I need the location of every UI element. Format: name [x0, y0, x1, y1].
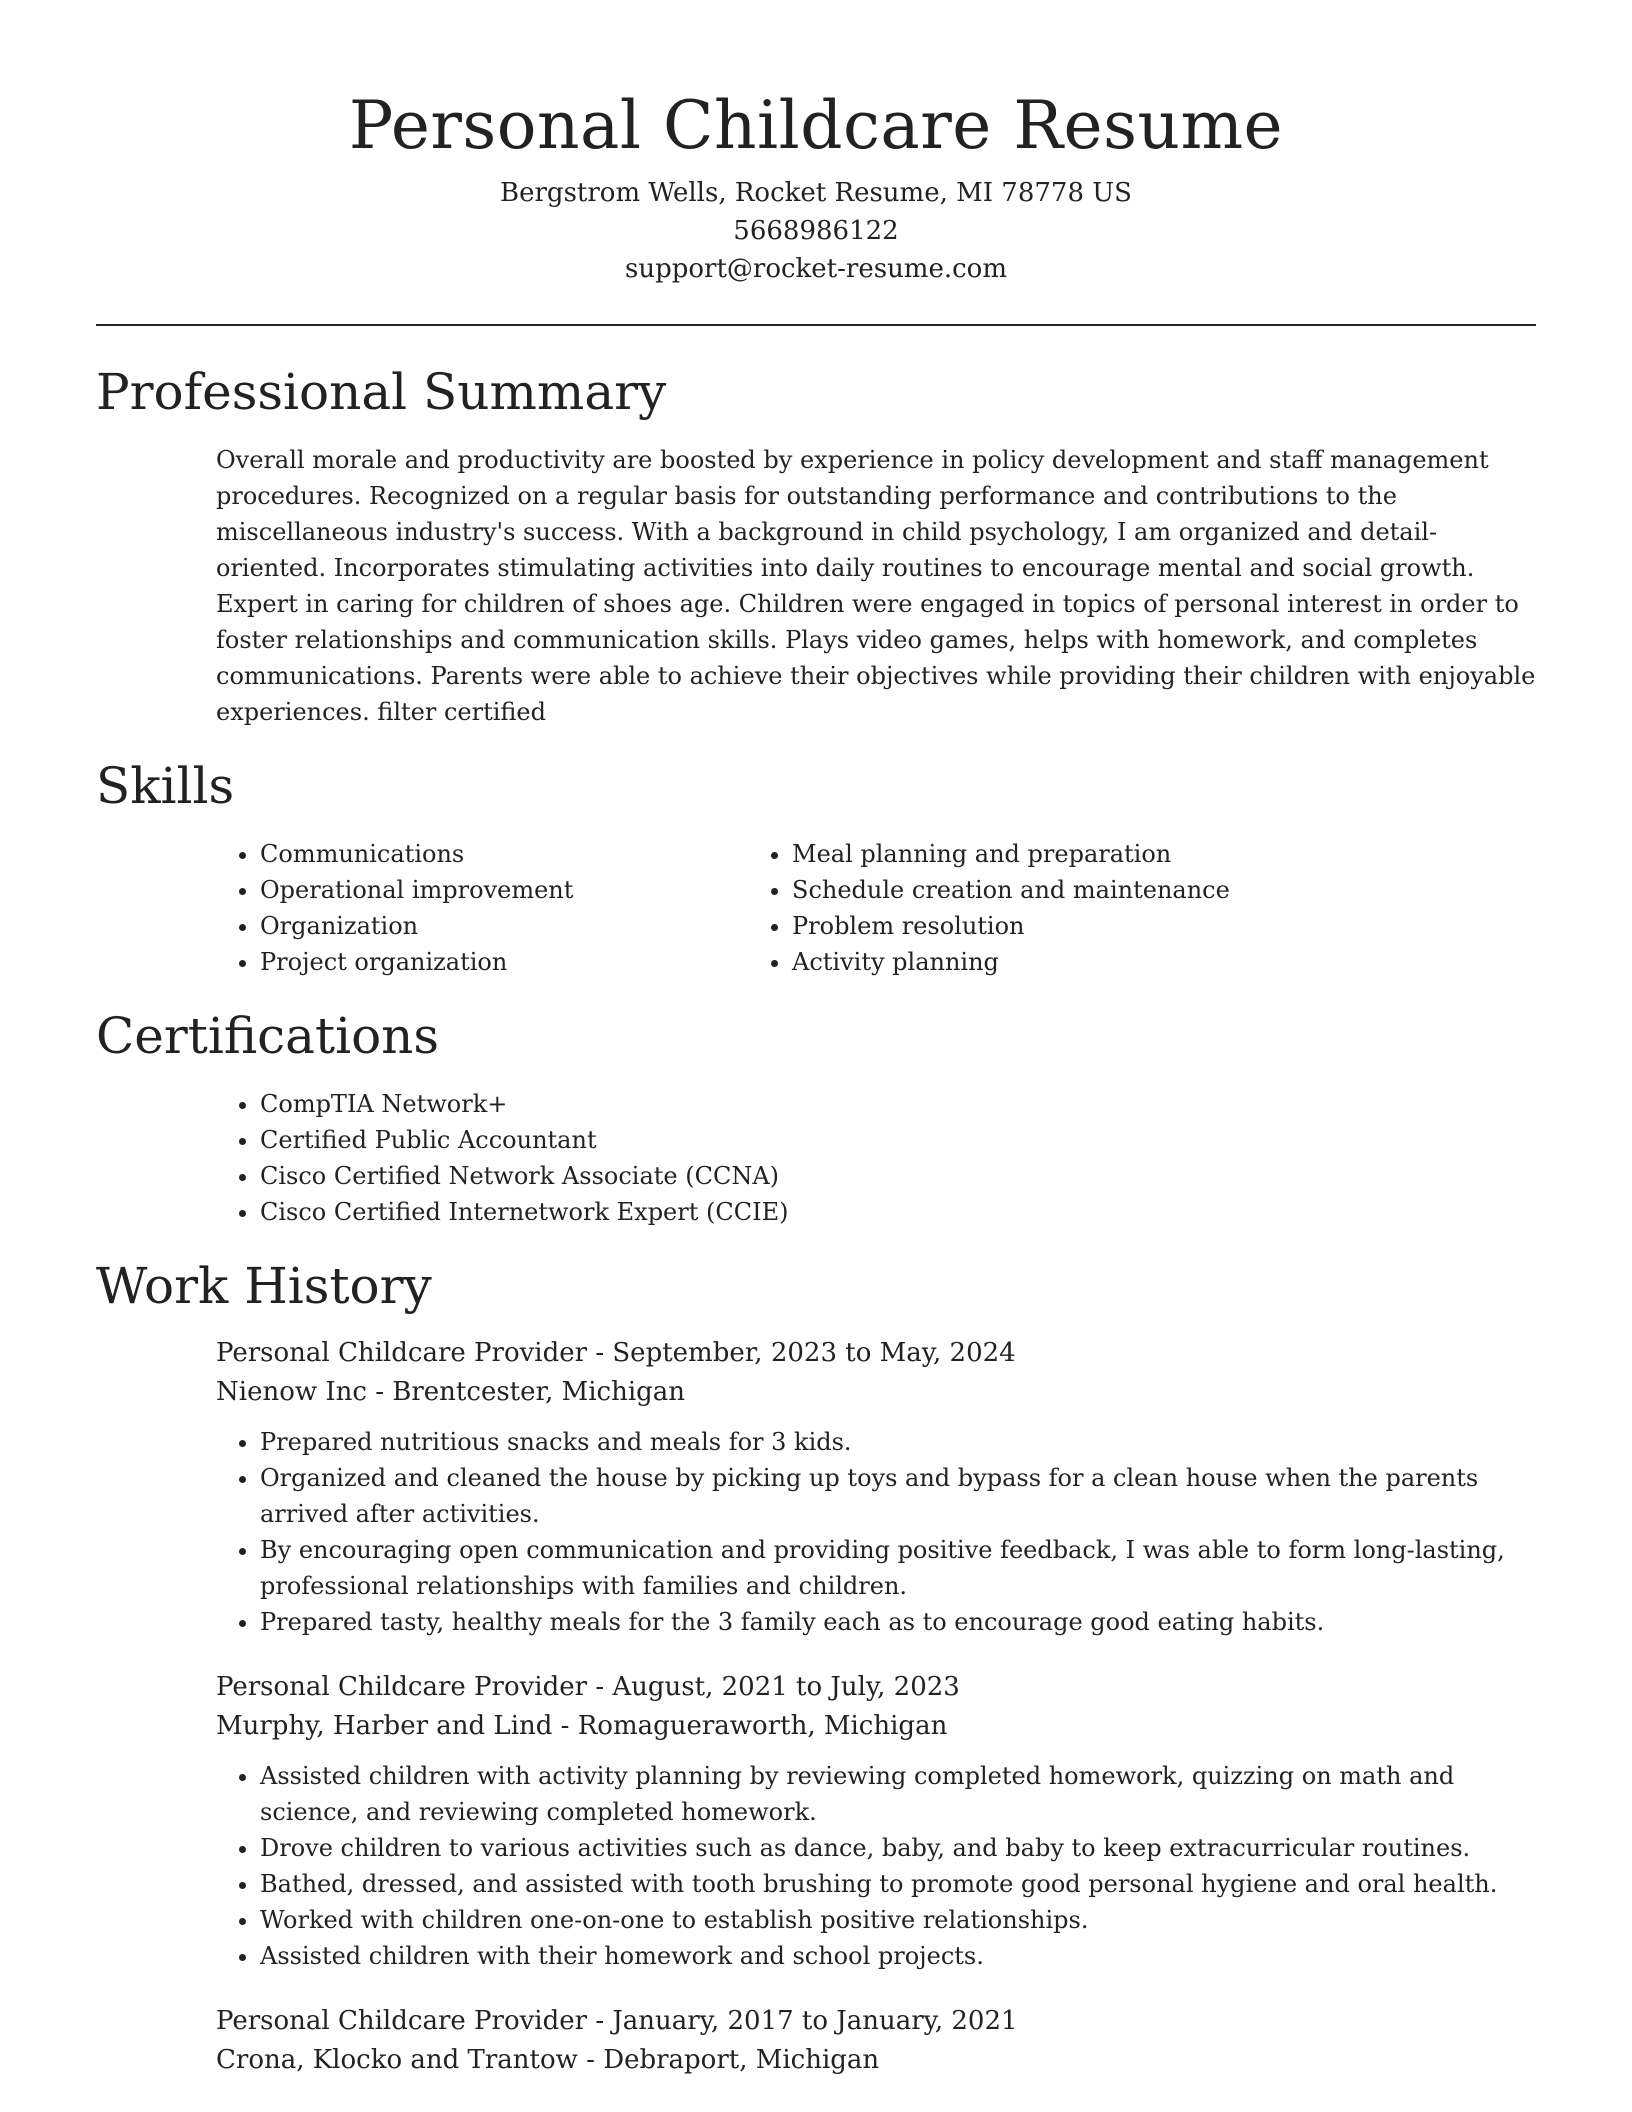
resume-header — [96, 0, 1536, 288]
skill-item: • Schedule creation and maintenance — [792, 872, 1280, 908]
job-company-location: Nienow Inc - Brentcester, Michigan — [216, 1377, 686, 1407]
job-duty-item: • Assisted children with their homework and school projects. — [260, 1938, 1536, 1974]
work-history-heading: Work History — [96, 1257, 432, 1315]
skills-heading: Skills — [96, 757, 235, 815]
resume-title: Personal Childcare Resume — [348, 87, 1284, 164]
skill-item: • Organization — [260, 908, 748, 944]
skills-columns — [96, 836, 1536, 980]
job-company-location: Murphy, Harber and Lind - Romagueraworth, Michigan — [216, 1711, 948, 1741]
certifications-heading: Certifications — [96, 1007, 440, 1065]
skill-item: • Activity planning — [792, 944, 1280, 980]
job-duty-item: • Prepared tasty, healthy meals for the 3 family each as to encourage good eating habits. — [260, 1604, 1536, 1640]
job-entry — [216, 1334, 1536, 1640]
skills-section — [96, 756, 1536, 980]
job-title-dates: Personal Childcare Provider - September, 2023 to May, 2024 — [216, 1338, 1016, 1368]
skill-item: • Meal planning and preparation — [792, 836, 1280, 872]
job-duty-item: • Assisted children with activity planning by reviewing completed homework, quizzing on math and science, and reviewing completed homework. — [260, 1758, 1536, 1830]
certification-item: • CompTIA Network+ — [260, 1086, 1536, 1122]
certification-item: • Cisco Certified Network Associate (CCNA) — [260, 1158, 1536, 1194]
job-duty-item: • Worked with children one-on-one to establish positive relationships. — [260, 1902, 1536, 1938]
work-history-section — [96, 1256, 1536, 2080]
contact-email: support@rocket-resume.com — [624, 254, 1007, 284]
certifications-section — [96, 1006, 1536, 1230]
header-divider — [96, 324, 1536, 326]
summary-section — [96, 362, 1536, 730]
job-title-dates: Personal Childcare Provider - August, 2021 to July, 2023 — [216, 1672, 960, 1702]
certifications-list — [96, 1086, 1536, 1230]
job-entry — [216, 1668, 1536, 1974]
skill-item: • Problem resolution — [792, 908, 1280, 944]
job-duty-item: • Drove children to various activities such as dance, baby, and baby to keep extracurricular routines. — [260, 1830, 1536, 1866]
resume-page — [96, 0, 1536, 2080]
job-duty-item: • By encouraging open communication and providing positive feedback, I was able to form long-lasting, professional relationships with families and children. — [260, 1532, 1536, 1604]
certification-item: • Certified Public Accountant — [260, 1122, 1536, 1158]
job-title-dates: Personal Childcare Provider - January, 2017 to January, 2021 — [216, 2006, 1018, 2036]
skill-item: • Operational improvement — [260, 872, 748, 908]
job-entry — [216, 2002, 1536, 2080]
summary-text: Overall morale and productivity are boosted by experience in policy development and staff management procedures. Recognized on a regular basis for outstanding performance and contributions to the miscellaneous industry's success. With a background in child psychology, I am organized and detail-oriented. Incorporates stimulating activities into daily routines to encourage mental and social growth. Expert in caring for children of shoes age. Children were engaged in topics of personal interest in order to foster relationships and communication skills. Plays video games, helps with homework, and completes communications. Parents were able to achieve their objectives while providing their children with enjoyable experiences. filter certified — [216, 446, 1536, 726]
skills-list-left — [96, 836, 748, 980]
certification-item: • Cisco Certified Internetwork Expert (CCIE) — [260, 1194, 1536, 1230]
job-duty-item: • Prepared nutritious snacks and meals for 3 kids. — [260, 1424, 1536, 1460]
contact-block — [96, 174, 1536, 288]
skills-list-right — [748, 836, 1280, 980]
job-duty-item: • Organized and cleaned the house by picking up toys and bypass for a clean house when the parents arrived after activities. — [260, 1460, 1536, 1532]
job-company-location: Crona, Klocko and Trantow - Debraport, Michigan — [216, 2045, 880, 2075]
skill-item: • Project organization — [260, 944, 748, 980]
job-duties-list — [216, 1758, 1536, 1974]
contact-phone: 5668986122 — [733, 216, 899, 246]
contact-address: Bergstrom Wells, Rocket Resume, MI 78778 US — [500, 178, 1132, 208]
skill-item: • Communications — [260, 836, 748, 872]
job-duty-item: • Bathed, dressed, and assisted with tooth brushing to promote good personal hygiene and oral health. — [260, 1866, 1536, 1902]
summary-heading: Professional Summary — [96, 363, 667, 421]
job-duties-list — [216, 1424, 1536, 1640]
